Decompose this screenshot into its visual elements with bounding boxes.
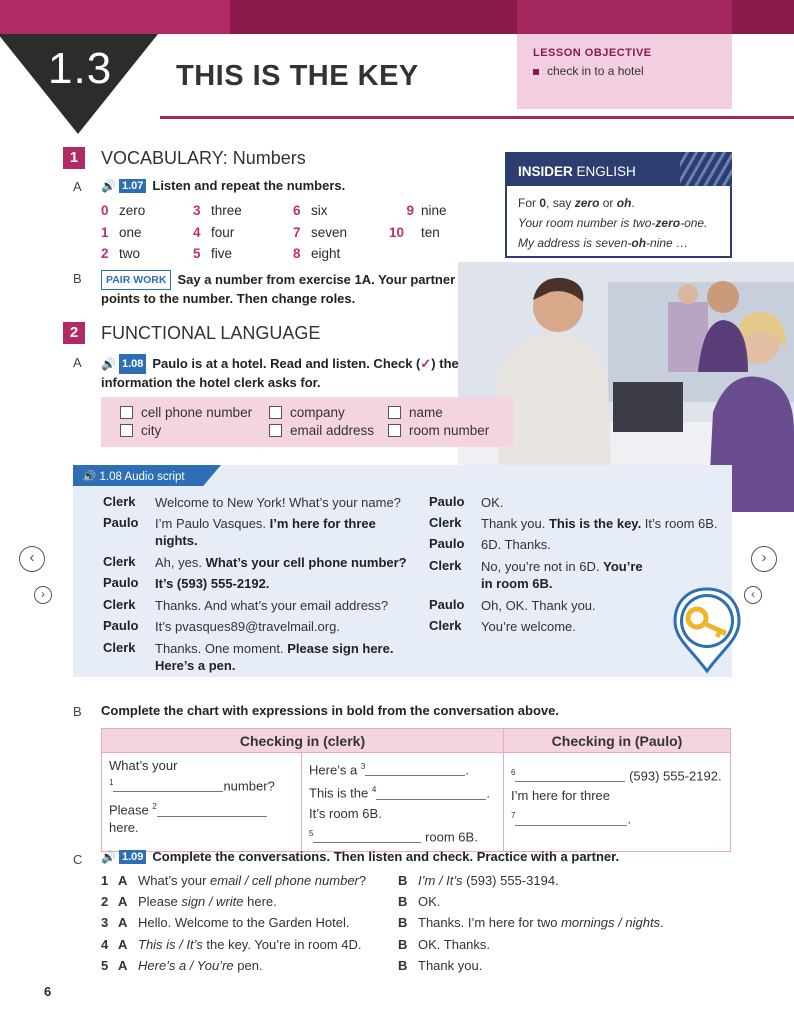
header-rule (160, 116, 794, 119)
number-digit: 9 (406, 203, 414, 218)
audio-track-badge[interactable]: 1.08 (119, 354, 146, 374)
script-speaker: Clerk (103, 554, 136, 569)
number-digit: 4 (193, 224, 201, 240)
number-item (293, 243, 347, 265)
lesson-objective-item (533, 64, 644, 78)
checkbox-cell-phone[interactable]: cell phone number (120, 405, 252, 420)
insider-line-2: Your room number is two-zero-one. (518, 216, 708, 230)
speaker-icon[interactable]: 🔊 (101, 179, 116, 193)
exercise-item-1a: 1 A What’s your email / cell phone number? (101, 873, 367, 888)
blank-5[interactable] (313, 831, 421, 843)
section-1-title: VOCABULARY: Numbers (101, 148, 306, 168)
exercise-item-5b: B Thank you. (398, 958, 483, 973)
number-word: six (311, 203, 328, 218)
next-item-button[interactable]: › (34, 586, 52, 604)
script-line: Welcome to New York! What’s your name? (155, 495, 401, 510)
number-word: ten (421, 224, 440, 240)
script-line: No, you’re not in 6D. You’re in room 6B. (481, 559, 643, 591)
script-speaker: Paulo (103, 515, 139, 530)
script-line: Thank you. This is the key. It’s room 6B. (481, 516, 718, 531)
blank-3[interactable] (365, 764, 465, 776)
exercise-1b-instruction (101, 270, 455, 308)
objective-text: check in to a hotel (547, 64, 644, 78)
exercise-1a-instruction (101, 178, 345, 193)
number-word: five (211, 246, 233, 261)
lesson-number: 1.3 (48, 44, 113, 93)
insider-title-bold: INSIDER (518, 164, 573, 179)
lesson-objective-title: LESSON OBJECTIVE (533, 47, 652, 59)
pair-work-tag: PAIR WORK (101, 270, 171, 290)
audio-script-label[interactable]: 🔊 1.08 Audio script (82, 471, 185, 483)
script-speaker: Clerk (429, 515, 462, 530)
audio-track-badge[interactable]: 1.07 (119, 179, 146, 193)
objective-tab (517, 0, 732, 34)
exercise-item-3a: 3 A Hello. Welcome to the Garden Hotel. (101, 915, 350, 930)
number-word: two (119, 246, 141, 261)
script-line: OK. (481, 495, 504, 510)
script-speaker: Clerk (103, 640, 136, 655)
instruction-line: information the hotel clerk asks for. (101, 375, 321, 390)
numbers-col-4 (389, 200, 447, 243)
page-title: THIS IS THE KEY (176, 60, 419, 92)
next-page-button[interactable]: › (751, 546, 777, 572)
blank-6[interactable] (515, 770, 625, 782)
number-digit: 1 (101, 224, 109, 240)
blank-7[interactable] (515, 814, 627, 826)
exercise-2c-letter: C (73, 852, 83, 867)
number-word: eight (311, 246, 341, 261)
section-2-number: 2 (63, 322, 85, 344)
instruction-line: Say a number from exercise 1A. Your partner (177, 272, 456, 287)
numbers-col-1 (101, 200, 145, 265)
script-line: I’m Paulo Vasques. I’m here for three nights. (155, 516, 376, 548)
chart-cell-paulo: $^6$ (593) 555-2192. I’m here for three $^7$ . (504, 753, 731, 852)
script-speaker: Paulo (103, 618, 139, 633)
exercise-2a-instruction: 🔊 1.08 Paulo is at a hotel. Read and listen. Check (✓) the information the hotel clerk asks for. (101, 356, 459, 390)
numbers-col-2 (193, 200, 242, 265)
script-line: Thanks. And what’s your email address? (155, 598, 389, 613)
number-word: four (211, 224, 235, 240)
checkbox-room-number[interactable]: room number (388, 423, 489, 438)
checking-in-chart (101, 728, 731, 852)
exercise-item-3b: B Thanks. I’m here for two mornings / nights. (398, 915, 664, 930)
checkbox-name[interactable]: name (388, 405, 443, 420)
checkbox[interactable] (388, 424, 401, 437)
prev-page-button[interactable]: ‹ (19, 546, 45, 572)
page-number: 6 (44, 984, 52, 999)
exercise-item-4a: 4 A This is / It’s the key. You’re in room 4D. (101, 937, 362, 952)
script-line: 6D. Thanks. (481, 537, 551, 552)
speaker-icon: 🔊 (82, 471, 100, 483)
section-1-number: 1 (63, 147, 85, 169)
number-item (101, 222, 145, 244)
bullet-square-icon (533, 69, 539, 75)
chart-header-paulo: Checking in (Paulo) (504, 729, 731, 753)
audio-track-badge[interactable]: 1.09 (119, 850, 146, 864)
script-speaker: Clerk (429, 618, 462, 633)
exercise-item-2b: B OK. (398, 894, 441, 909)
exercise-1b-letter: B (73, 271, 82, 286)
script-speaker: Paulo (429, 494, 465, 509)
blank-1[interactable] (113, 780, 223, 792)
script-line: You’re welcome. (481, 619, 576, 634)
number-item (193, 200, 242, 222)
chart-header-clerk: Checking in (clerk) (102, 729, 504, 753)
script-speaker: Clerk (103, 494, 136, 509)
insider-line-1: For 0, say zero or oh. (518, 196, 635, 210)
script-speaker: Paulo (103, 575, 139, 590)
number-item (193, 222, 242, 244)
section-2-title: FUNCTIONAL LANGUAGE (101, 323, 321, 343)
number-digit: 2 (101, 246, 109, 261)
number-item (293, 222, 347, 244)
key-icon (671, 585, 743, 675)
checkbox[interactable] (269, 424, 282, 437)
number-digit: 3 (193, 203, 201, 218)
number-word: three (211, 203, 242, 218)
script-line: It’s (593) 555-2192. (155, 576, 270, 591)
number-item (101, 200, 145, 222)
script-line: It’s pvasques89@travelmail.org. (155, 619, 340, 634)
exercise-item-4b: B OK. Thanks. (398, 937, 491, 952)
insider-stripes-decoration (680, 152, 732, 186)
exercise-2b-letter: B (73, 704, 82, 719)
chart-cell-clerk-1: What’s your $^1$ number? Please $^2$ here. (102, 753, 302, 852)
prev-item-button[interactable]: ‹ (744, 586, 762, 604)
number-word: nine (421, 203, 447, 218)
checkbox[interactable] (388, 406, 401, 419)
speaker-icon[interactable]: 🔊 (101, 357, 116, 371)
checkbox[interactable] (120, 406, 133, 419)
chart-cell-clerk-2: Here’s a $^3$ . This is the $^4$ . It’s room 6B. $^5$ room 6B. (302, 753, 504, 852)
number-item (389, 222, 447, 244)
exercise-2b-instruction: Complete the chart with expressions in bold from the conversation above. (101, 703, 559, 718)
insider-title-rest: ENGLISH (572, 164, 636, 179)
number-item (293, 200, 347, 222)
script-speaker: Paulo (429, 536, 465, 551)
blank-2[interactable] (157, 805, 267, 817)
blank-4[interactable] (376, 788, 486, 800)
exercise-2c-instruction: 🔊 1.09 Complete the conversations. Then listen and check. Practice with a partner. (101, 849, 620, 864)
speaker-icon[interactable]: 🔊 (101, 850, 116, 864)
insider-line-3: My address is seven-oh-nine … (518, 236, 689, 250)
exercise-item-1b: B I’m / It’s (593) 555-3194. (398, 873, 559, 888)
number-item (193, 243, 242, 265)
script-speaker: Paulo (429, 597, 465, 612)
checkbox-city[interactable]: city (120, 423, 161, 438)
checkbox-email[interactable]: email address (269, 423, 374, 438)
number-digit: 6 (293, 203, 301, 218)
number-item (389, 200, 447, 222)
exercise-2a-letter: A (73, 355, 82, 370)
script-speaker: Clerk (103, 597, 136, 612)
instruction-line: points to the number. Then change roles. (101, 291, 356, 306)
header-bar-accent (0, 0, 230, 34)
exercise-1a-letter: A (73, 179, 82, 194)
exercise-item-5a: 5 A Here’s a / You’re pen. (101, 958, 263, 973)
number-word: zero (119, 203, 146, 218)
number-digit: 7 (293, 224, 301, 240)
checkbox[interactable] (269, 406, 282, 419)
checkbox-company[interactable]: company (269, 405, 345, 420)
number-digit: 10 (389, 224, 405, 240)
script-line: Ah, yes. What’s your cell phone number? (155, 555, 407, 570)
numbers-col-3 (293, 200, 347, 265)
script-speaker: Clerk (429, 558, 462, 573)
number-word: seven (311, 224, 348, 240)
number-word: one (119, 224, 142, 240)
number-digit: 0 (101, 203, 109, 218)
number-item (101, 243, 145, 265)
number-digit: 5 (193, 246, 201, 261)
script-line: Thanks. One moment. Please sign here. Here’s a pen. (155, 641, 394, 673)
instruction-text: Listen and repeat the numbers. (152, 178, 346, 193)
script-line: Oh, OK. Thank you. (481, 598, 596, 613)
check-mark-icon: ✓ (420, 356, 432, 371)
exercise-item-2a: 2 A Please sign / write here. (101, 894, 277, 909)
number-digit: 8 (293, 246, 301, 261)
checkbox[interactable] (120, 424, 133, 437)
insider-english-title (518, 164, 636, 179)
